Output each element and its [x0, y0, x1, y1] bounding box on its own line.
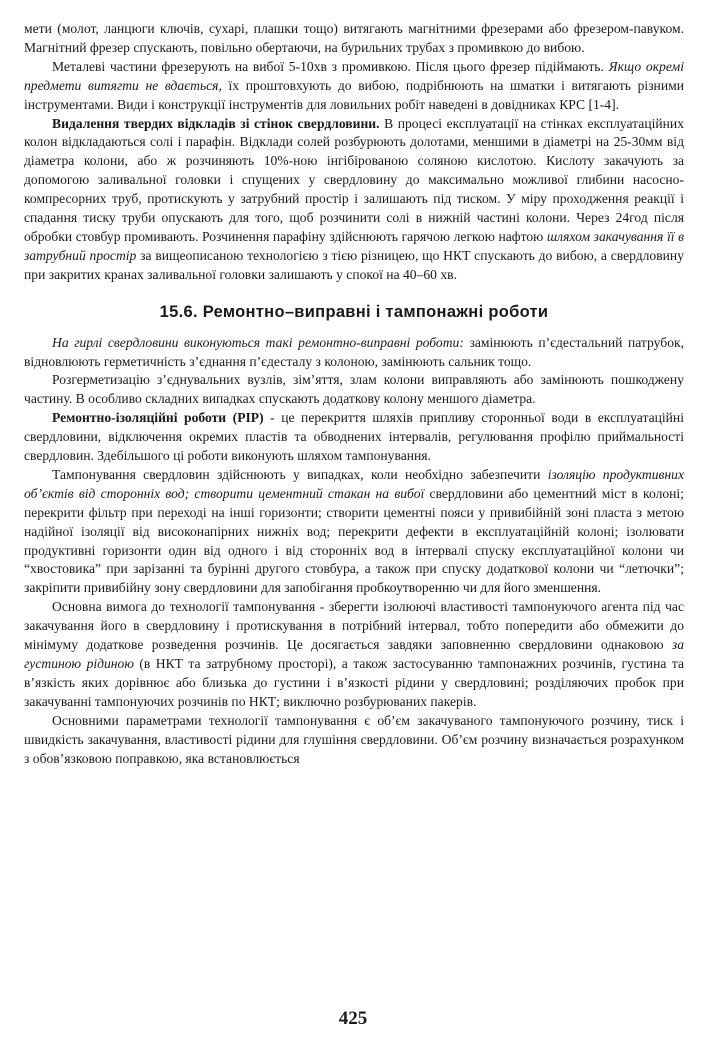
- paragraph-milling: [24, 58, 684, 115]
- page-body: [24, 20, 684, 768]
- paragraph-text: В процесі експлуатації на стінках експлуатаційних колон відкладаються солі і парафін. Відклади солей розбурюють долотами, меншими в діаметрі на 25-30мм від діаметра колони, або ж розчиняють 10%-ною інгібірованою соляною кислотою. Кислоту закачують за допомогою заливальної головки і спущених у свердловину до максимально можливої глибини насосно-компресорних труб, протискують у затрубний простір і залишають під тиском. У міру проходження реакції і спадання тиску труби опускають для того, щоб розчинити солі в нижній частині колони. Через 24год після обробки стовбур промивають. Розчинення парафіну здійснюють гарячою легкою нафтою: [24, 115, 684, 244]
- paragraph-text: їх проштовхують до вибою, подрібнюють на шматки і витягають різними інструментами. Види і конструкції інструментів для ловильних робіт наведені в довідниках КРС [1-4].: [24, 77, 684, 112]
- paragraph-text: свердловини або цементний міст в колоні; перекрити фільтр при переході на інші горизонти; створити цементні пояси у привибійній зоні пласта з метою надійної ізоляції від високонапірних нижніх вод; перекрити дефекти в експлуатаційній колоні; ізолювати продуктивні горизонти один від одного і від сторонніх вод в інтервалі спуску експлуатаційної колони чи “хвостовика” при зарізанні та бурінні другого стовбура, а також при спуску додаткової колони чи “летючки”; закріпити привибійну зону свердловини для запобігання пробкоутворенню чи для його зменшення.: [24, 485, 684, 596]
- bold-run-in-heading: Ремонтно-ізоляційні роботи (РІР): [52, 410, 264, 426]
- italic-phrase: Якщо окремі предмети витягти не вдається,: [24, 58, 684, 93]
- paragraph-text: Розгерметизацію з’єднувальних вузлів, зім’яття, злам колони виправляють або замінюють пошкоджену частину. В особливо складних випадках спускають додаткову колону меншого діаметра.: [24, 372, 684, 407]
- paragraph-text: Металеві частини фрезерують на вибої 5-10хв з промивкою. Після цього фрезер підіймають.: [52, 58, 609, 74]
- paragraph-text: (в НКТ та затрубному просторі), а також застосуванню тампонажних розчинів, густина та в’язкість яких дорівнює або близька до густини і в’язкості рідини у свердловині; розділяючих пробок при закачуванні тампонуючих розчинів по НКТ; виключно розбурюваних пакерів.: [24, 656, 684, 709]
- italic-phrase: На гирлі свердловини виконуються такі ремонтно-виправні роботи:: [52, 334, 464, 350]
- bold-run-in-heading: Видалення твердих відкладів зі стінок свердловини.: [52, 115, 380, 131]
- italic-phrase: шляхом закачування її в затрубний простір: [24, 228, 684, 263]
- paragraph-text: Основними параметрами технології тампонування є об’єм закачуваного тампонуючого розчину, тиск і швидкість закачування, властивості рідини для глушіння свердловини. Об’єм розчину визначається розрахунком з обов’язковою поправкою, яка встановлюється: [24, 712, 684, 766]
- paragraph-plugging-cases: [24, 466, 684, 598]
- paragraph-text: Тампонування свердловин здійснюють у випадках, коли необхідно забезпечити: [52, 466, 548, 482]
- italic-phrase: ізоляцію продуктивних об’єктів від сторонніх вод; створити цементний стакан на вибої: [24, 466, 684, 501]
- paragraph-text: мети (молот, ланцюги ключів, сухарі, плашки тощо) витягають магнітними фрезерами або фрезером-павуком. Магнітний фрезер спускають, повільно обертаючи, на бурильних трубах з промивкою до вибою.: [24, 21, 684, 55]
- paragraph-text: - це перекриття шляхів припливу сторонньої води в експлуатаційні свердловини, відключення окремих пластів та обводнених інтервалів, регулювання профілю приймальності свердловин. Здебільшого ці роботи виконують шляхом тампонування.: [24, 410, 684, 464]
- paragraph-main-requirement: [24, 598, 684, 711]
- section-heading: 15.6. Ремонтно–виправні і тампонажні роботи: [159, 302, 549, 321]
- paragraph-rir: [24, 409, 684, 466]
- paragraph-deposit-removal: [24, 115, 684, 285]
- paragraph-fishing-tools: [24, 20, 684, 58]
- page-number: 425: [338, 1008, 368, 1029]
- italic-phrase: за густиною рідиною: [24, 637, 684, 671]
- paragraph-depressurization: [24, 371, 684, 409]
- paragraph-text: Основна вимога до технології тампонування - зберегти ізолюючі властивості тампонуючого агента під час закачування його в свердловину і протискування в потрібний інтервал, тобто попередити або обмежити до мінімуму додаткове розведення розчинів. Це досягається завдяки заповненню свердловини однаковою: [24, 599, 684, 653]
- paragraph-text: замінюють п’єдестальний патрубок, відновлюють герметичність з’єднання п’єдесталу з колоною, замінюють сальник тощо.: [24, 334, 684, 369]
- paragraph-text: за вищеописаною технологією з тією різницею, що НКТ спускають до вибою, а свердловину при закритих кранах заливальної головки залишають у спокої на 40–60 хв.: [24, 247, 684, 282]
- paragraph-wellhead-repair: [24, 334, 684, 372]
- paragraph-main-parameters: [24, 712, 684, 769]
